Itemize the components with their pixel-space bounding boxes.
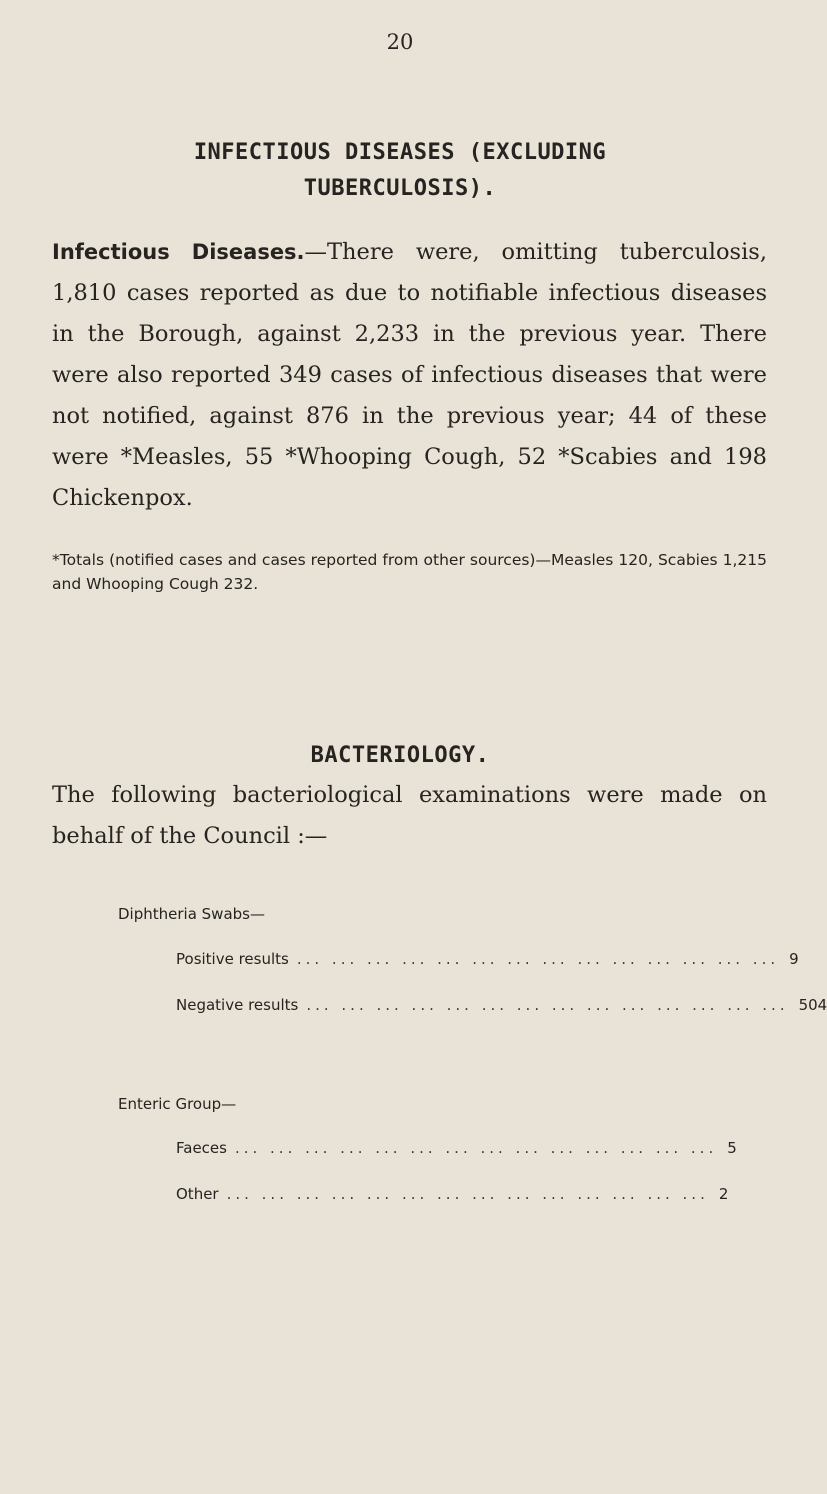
table-row (176, 996, 827, 1020)
dot-leader: ... ... ... ... ... ... ... ... ... ... ... ... ... ... (226, 1185, 709, 1203)
section-heading-bacteriology: BACTERIOLOGY. (310, 743, 490, 768)
dot-leader: ... ... ... ... ... ... ... ... ... ... ... ... ... ... (234, 1139, 718, 1157)
row-value: 9 (789, 950, 799, 968)
dot-leader: ... ... ... ... ... ... ... ... ... ... ... ... ... ... (306, 996, 789, 1014)
row-value: 5 (727, 1139, 737, 1157)
row-label: Faeces (176, 1139, 227, 1157)
table-row (176, 1139, 737, 1163)
row-label: Other (176, 1185, 219, 1203)
page-number: 20 (386, 30, 414, 54)
row-value: 504 (798, 996, 827, 1014)
section-heading-infectious-line2: TUBERCULOSIS). (303, 176, 497, 201)
row-value: 2 (718, 1185, 729, 1203)
footnote: *Totals (notified cases and cases reported from other sources)—Measles 120, Scabies 1,215 and Whooping Cough 232. (52, 551, 767, 593)
bacteriology-intro: The following bacteriological examinations were made on behalf of the Council :— (52, 782, 767, 849)
group-title-diphtheria: Diphtheria Swabs— (118, 905, 265, 923)
section-heading-infectious-line1: INFECTIOUS DISEASES (EXCLUDING (193, 140, 607, 165)
infectious-diseases-paragraph (52, 232, 767, 519)
table-row (176, 1185, 729, 1209)
paragraph-body: —There were, omitting tuberculosis, 1,810 cases reported as due to notifiable infectious diseases in the Borough, against 2,233 in the previous year. There were also reported 349 cases of infectious diseases that were not notified, against 876 in the previous year; 44 of these were *Measles, 55 *Whooping Cough, 52 *Scabies and 198 Chickenpox. (52, 239, 767, 511)
paragraph-lead: Infectious Diseases. (52, 240, 305, 264)
dot-leader: ... ... ... ... ... ... ... ... ... ... ... ... ... ... (296, 950, 780, 968)
row-label: Negative results (176, 996, 299, 1014)
table-row (176, 950, 799, 974)
group-title-enteric: Enteric Group— (118, 1095, 237, 1113)
row-label: Positive results (176, 950, 289, 968)
